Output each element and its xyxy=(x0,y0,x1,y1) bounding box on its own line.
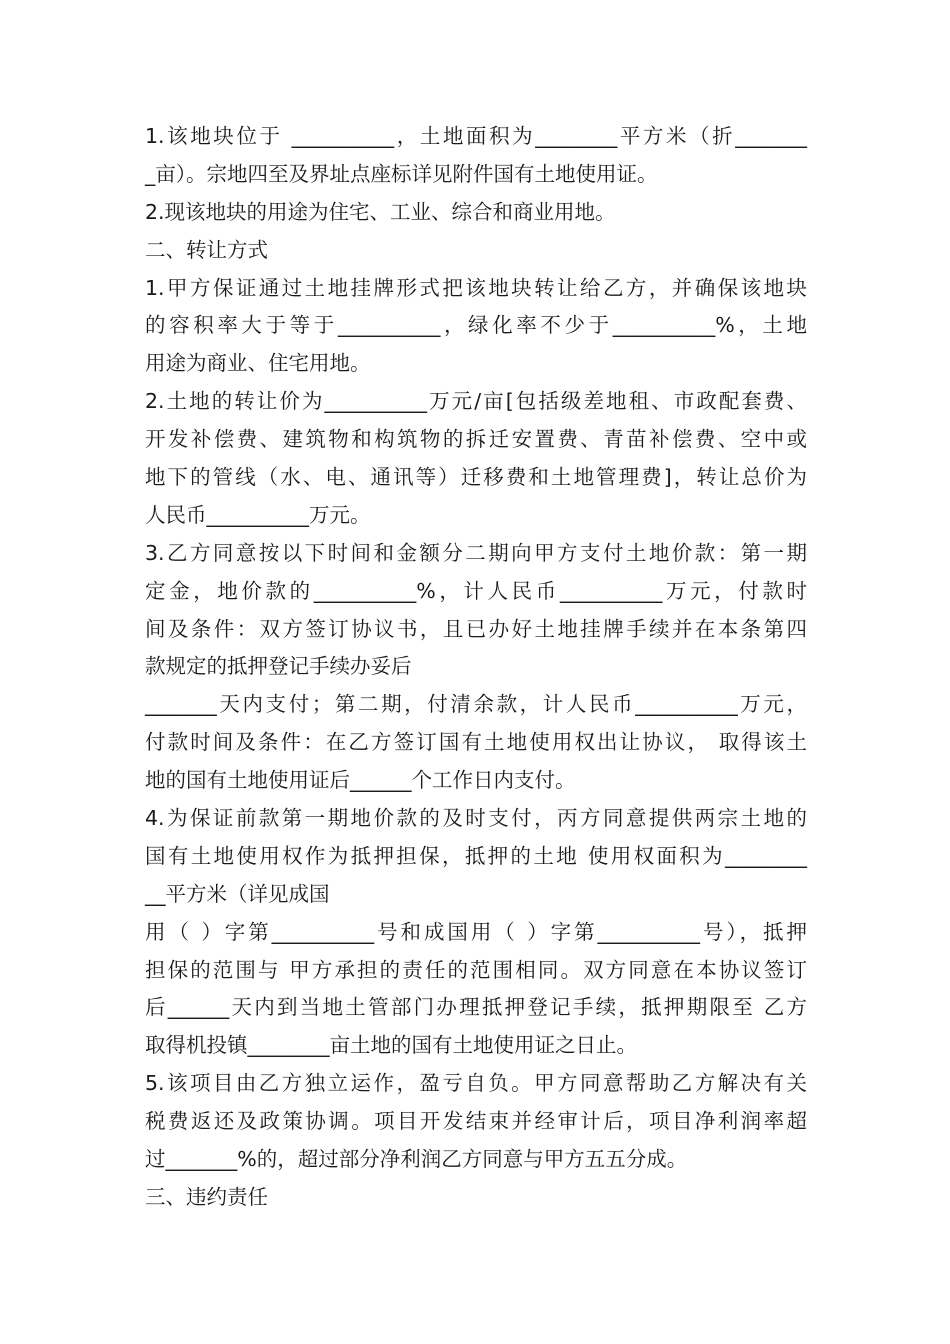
text-line: 1.甲方保证通过土地挂牌形式把该地块转让给乙方，并确保该地块 xyxy=(145,275,807,300)
text-line: 2.现该地块的用途为住宅、工业、综合和商业用地。 xyxy=(145,199,616,224)
section-heading: 二、转让方式 xyxy=(145,237,268,262)
text-line: _______天内支付；第二期，付清余款，计人民币__________万元， xyxy=(145,692,807,717)
text-line: 过_______%的，超过部分净利润乙方同意与甲方五五分成。 xyxy=(145,1147,688,1172)
text-line: 3.乙方同意按以下时间和金额分二期向甲方支付土地价款：第一期 xyxy=(145,540,807,565)
text-line: 用途为商业、住宅用地。 xyxy=(145,351,371,376)
text-line: 的容积率大于等于__________，绿化率不少于__________%，土地 xyxy=(145,313,807,338)
text-line: 人民币__________万元。 xyxy=(145,502,371,527)
text-line: _亩）。宗地四至及界址点座标详见附件国有土地使用证。 xyxy=(145,161,658,186)
section-heading: 三、违约责任 xyxy=(145,1184,268,1209)
text-line: 1.该地块位于 __________，土地面积为________平方米（折_______ xyxy=(145,124,807,148)
text-line: 开发补偿费、建筑物和构筑物的拆迁安置费、青苗补偿费、空中或 xyxy=(145,427,807,452)
text-line: 5.该项目由乙方独立运作，盈亏自负。甲方同意帮助乙方解决有关 xyxy=(145,1071,807,1096)
text-line: 款规定的抵押登记手续办妥后 xyxy=(145,654,412,679)
text-line: 4.为保证前款第一期地价款的及时支付，丙方同意提供两宗土地的 xyxy=(145,806,807,831)
text-line: __平方米（详见成国 xyxy=(145,881,330,906)
text-line: 间及条件：双方签订协议书，且已办好土地挂牌手续并在本条第四 xyxy=(145,616,807,641)
contract-page xyxy=(145,118,807,1217)
text-line: 用（ ）字第__________号和成国用（ ）字第__________号），抵押 xyxy=(145,919,807,944)
text-line: 地下的管线（水、电、通讯等）迁移费和土地管理费]，转让总价为 xyxy=(145,465,807,490)
text-line: 国有土地使用权作为抵押担保，抵押的土地 使用权面积为________ xyxy=(145,843,807,868)
text-line: 税费返还及政策协调。项目开发结束并经审计后，项目净利润率超 xyxy=(145,1109,807,1134)
text-line: 付款时间及条件：在乙方签订国有土地使用权出让协议， 取得该土 xyxy=(145,730,807,755)
text-line: 后______天内到当地土管部门办理抵押登记手续，抵押期限至 乙方 xyxy=(145,995,807,1020)
text-line: 担保的范围与 甲方承担的责任的范围相同。双方同意在本协议签订 xyxy=(145,957,807,982)
text-line: 地的国有土地使用证后______个工作日内支付。 xyxy=(145,768,576,793)
text-line: 2.土地的转让价为__________万元/亩[包括级差地租、市政配套费、 xyxy=(145,389,807,414)
text-line: 取得机投镇________亩土地的国有土地使用证之日止。 xyxy=(145,1033,637,1058)
text-line: 定金，地价款的__________%，计人民币__________万元，付款时 xyxy=(145,578,807,603)
